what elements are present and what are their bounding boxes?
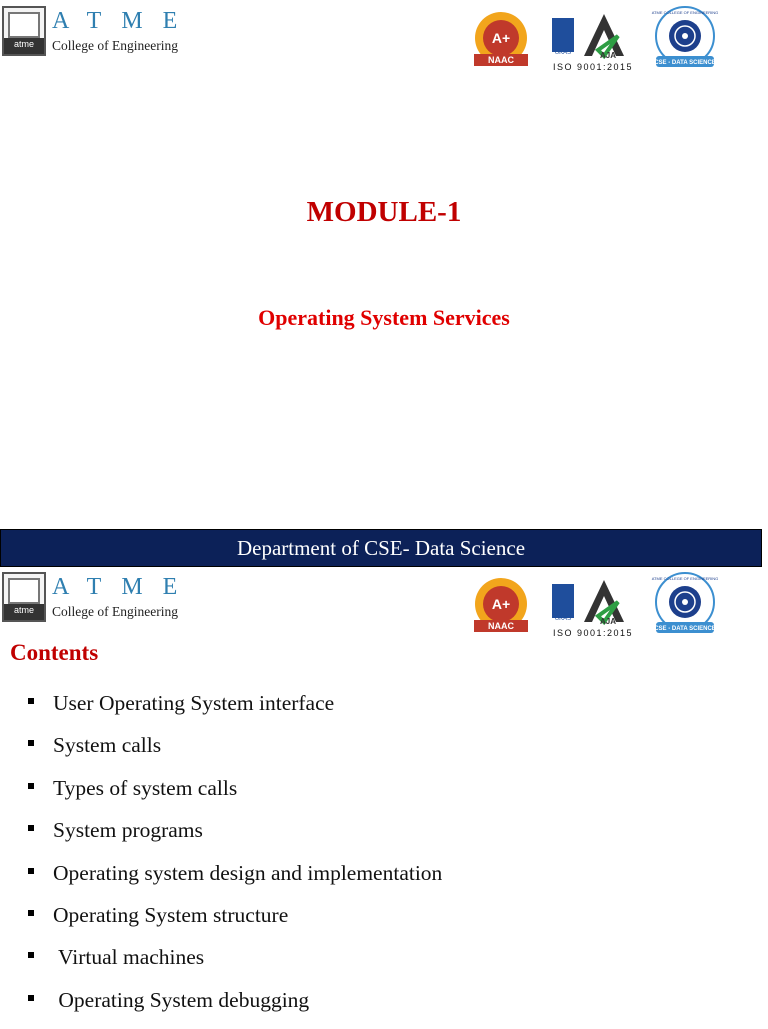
list-item	[26, 987, 442, 1029]
module-title: MODULE-1	[306, 196, 462, 228]
slide-contents	[0, 566, 768, 1024]
bullet-icon	[28, 995, 34, 1001]
atme-logo-icon	[2, 572, 46, 622]
logo-college-name: College of Engineering	[52, 38, 178, 53]
list-item	[26, 860, 442, 902]
naac-badge-icon	[468, 576, 534, 636]
contents-heading: Contents	[10, 640, 99, 665]
iso-mark: AJA	[599, 51, 617, 60]
naac-badge-icon	[468, 10, 534, 70]
data-science-badge-icon	[650, 6, 720, 72]
logo-letters: ATME	[52, 8, 198, 34]
module-subtitle: Operating System Services	[258, 305, 510, 330]
iso-badge-icon	[548, 576, 638, 638]
ds-badge-label: CSE - DATA SCIENCE	[654, 626, 716, 632]
ukas-label: UKAS	[554, 50, 572, 56]
naac-label: NAAC	[488, 621, 514, 631]
accreditation-badges	[468, 572, 738, 638]
bullet-icon	[28, 783, 34, 789]
list-item	[26, 775, 442, 817]
logo-college-name: College of Engineering	[52, 604, 178, 619]
bullet-icon	[28, 910, 34, 916]
list-item	[26, 732, 442, 774]
list-item-text: System calls	[53, 733, 162, 758]
naac-grade: A+	[491, 596, 511, 612]
iso-text: ISO 9001:2015	[552, 628, 634, 638]
list-item	[26, 817, 442, 859]
list-item-text: Operating System debugging	[53, 987, 310, 1012]
bullet-icon	[28, 698, 34, 704]
bullet-icon	[28, 740, 34, 746]
list-item-text: Operating system design and implementation	[53, 860, 443, 885]
list-item	[26, 902, 442, 944]
naac-label: NAAC	[488, 55, 514, 65]
iso-mark: AJA	[599, 617, 617, 626]
bullet-icon	[28, 952, 34, 958]
department-bar: Department of CSE- Data Science	[0, 529, 762, 567]
list-item-text: Types of system calls	[53, 775, 238, 800]
logo-mark: atme	[4, 38, 44, 54]
logo-mark: atme	[4, 604, 44, 620]
logo-letters: ATME	[52, 574, 198, 600]
list-item-text: User Operating System interface	[53, 691, 335, 715]
iso-badge-icon	[548, 10, 638, 72]
list-item	[26, 944, 442, 986]
ds-badge-ring: ATME COLLEGE OF ENGINEERING	[651, 10, 719, 15]
bullet-icon	[28, 825, 34, 831]
list-item-text: System programs	[53, 818, 203, 843]
naac-grade: A+	[491, 30, 511, 46]
atme-logo-icon	[2, 6, 46, 56]
atme-logo	[2, 572, 202, 628]
ukas-label: UKAS	[554, 616, 572, 622]
bullet-icon	[28, 868, 34, 874]
list-item-text: Virtual machines	[53, 945, 205, 970]
data-science-badge-icon	[650, 572, 720, 638]
list-item	[26, 690, 442, 732]
atme-logo	[2, 6, 202, 62]
iso-text: ISO 9001:2015	[552, 62, 634, 72]
ds-badge-label: CSE - DATA SCIENCE	[654, 60, 716, 66]
accreditation-badges	[468, 6, 738, 72]
ds-badge-ring: ATME COLLEGE OF ENGINEERING	[651, 576, 719, 581]
contents-list	[26, 690, 442, 1029]
list-item-text: Operating System structure	[53, 902, 289, 927]
